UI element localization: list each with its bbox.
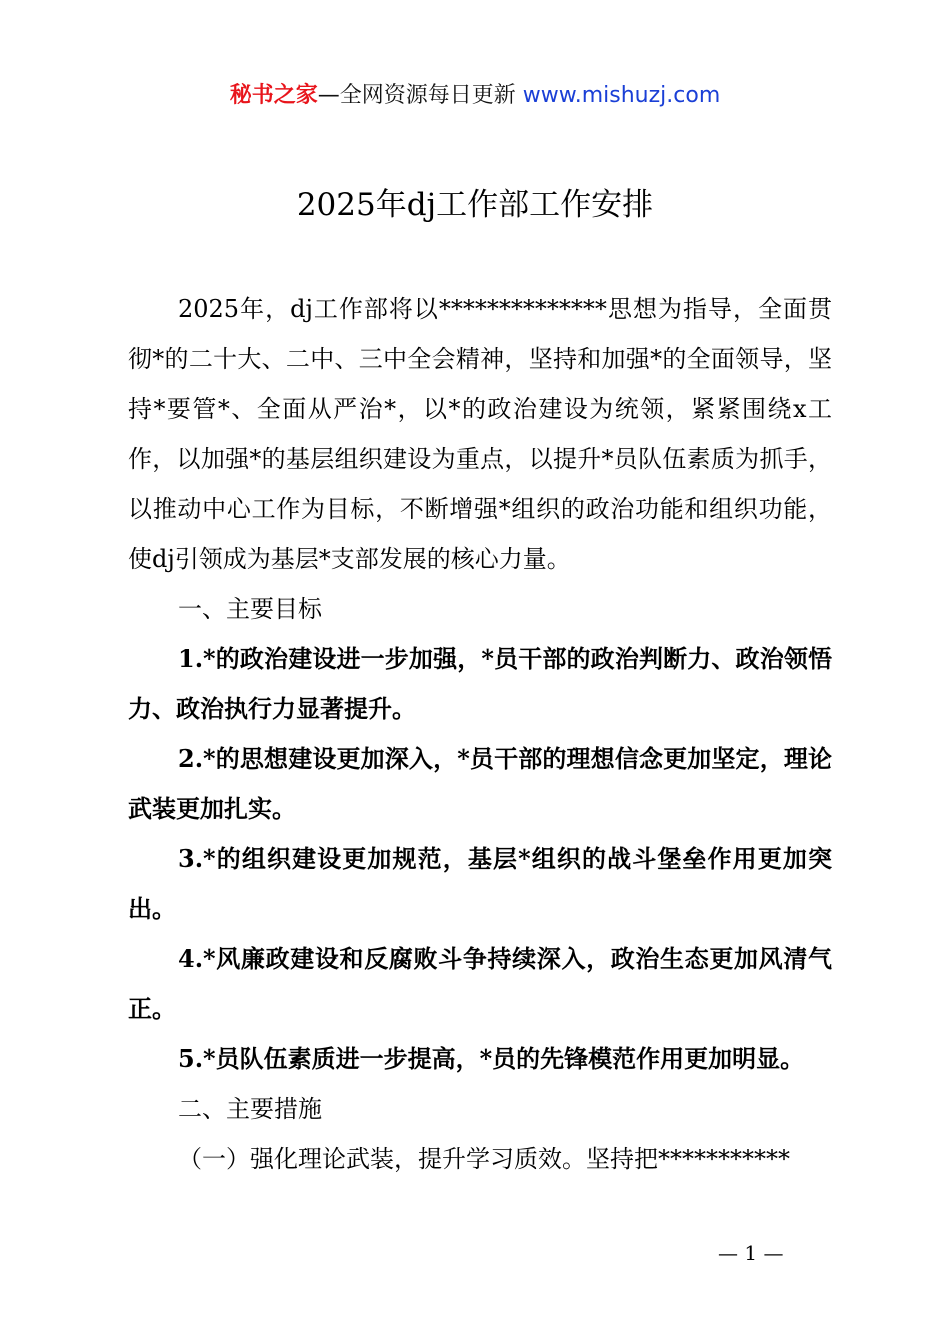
site-brand: 秘书之家 [229, 83, 318, 108]
site-tagline: —全网资源每日更新 [317, 83, 523, 108]
document-body [128, 284, 832, 1184]
goal-item-2: 2.*的思想建设更加深入，*员干部的理想信念更加坚定，理论武装更加扎实。 [128, 744, 832, 823]
goal-item-1: 1.*的政治建设进一步加强，*员干部的政治判断力、政治领悟力、政治执行力显著提升。 [128, 644, 832, 723]
goal-item-4: 4.*风廉政建设和反腐败斗争持续深入，政治生态更加风清气正。 [128, 944, 832, 1023]
goal-item-5: 5.*员队伍素质进一步提高，*员的先锋模范作用更加明显。 [178, 1044, 805, 1073]
intro-paragraph: 2025年，dj工作部将以**************思想为指导，全面贯彻*的二十大、二中、三中全会精神，坚持和加强*的全面领导，坚持*要管*、全面从严治*，以*的政治建设为统领，紧紧围绕x工作，以加强*的基层组织建设为重点，以提升*员队伍素质为抓手，以推动中心工作为目标，不断增强*组织的政治功能和组织功能，使dj引领成为基层*支部发展的核心力量。 [128, 295, 832, 573]
measure-item-1: （一）强化理论武装，提升学习质效。坚持把*********** [178, 1145, 790, 1173]
section-heading-goals: 一、主要目标 [178, 595, 322, 623]
section-heading-measures: 二、主要措施 [178, 1095, 322, 1123]
site-header [0, 80, 950, 112]
page-number: — 1 — [718, 1241, 784, 1265]
goal-item-3: 3.*的组织建设更加规范，基层*组织的战斗堡垒作用更加突出。 [128, 844, 832, 923]
site-url-link[interactable]: www.mishuzj.com [522, 83, 721, 108]
document-title: 2025年dj工作部工作安排 [296, 187, 654, 223]
